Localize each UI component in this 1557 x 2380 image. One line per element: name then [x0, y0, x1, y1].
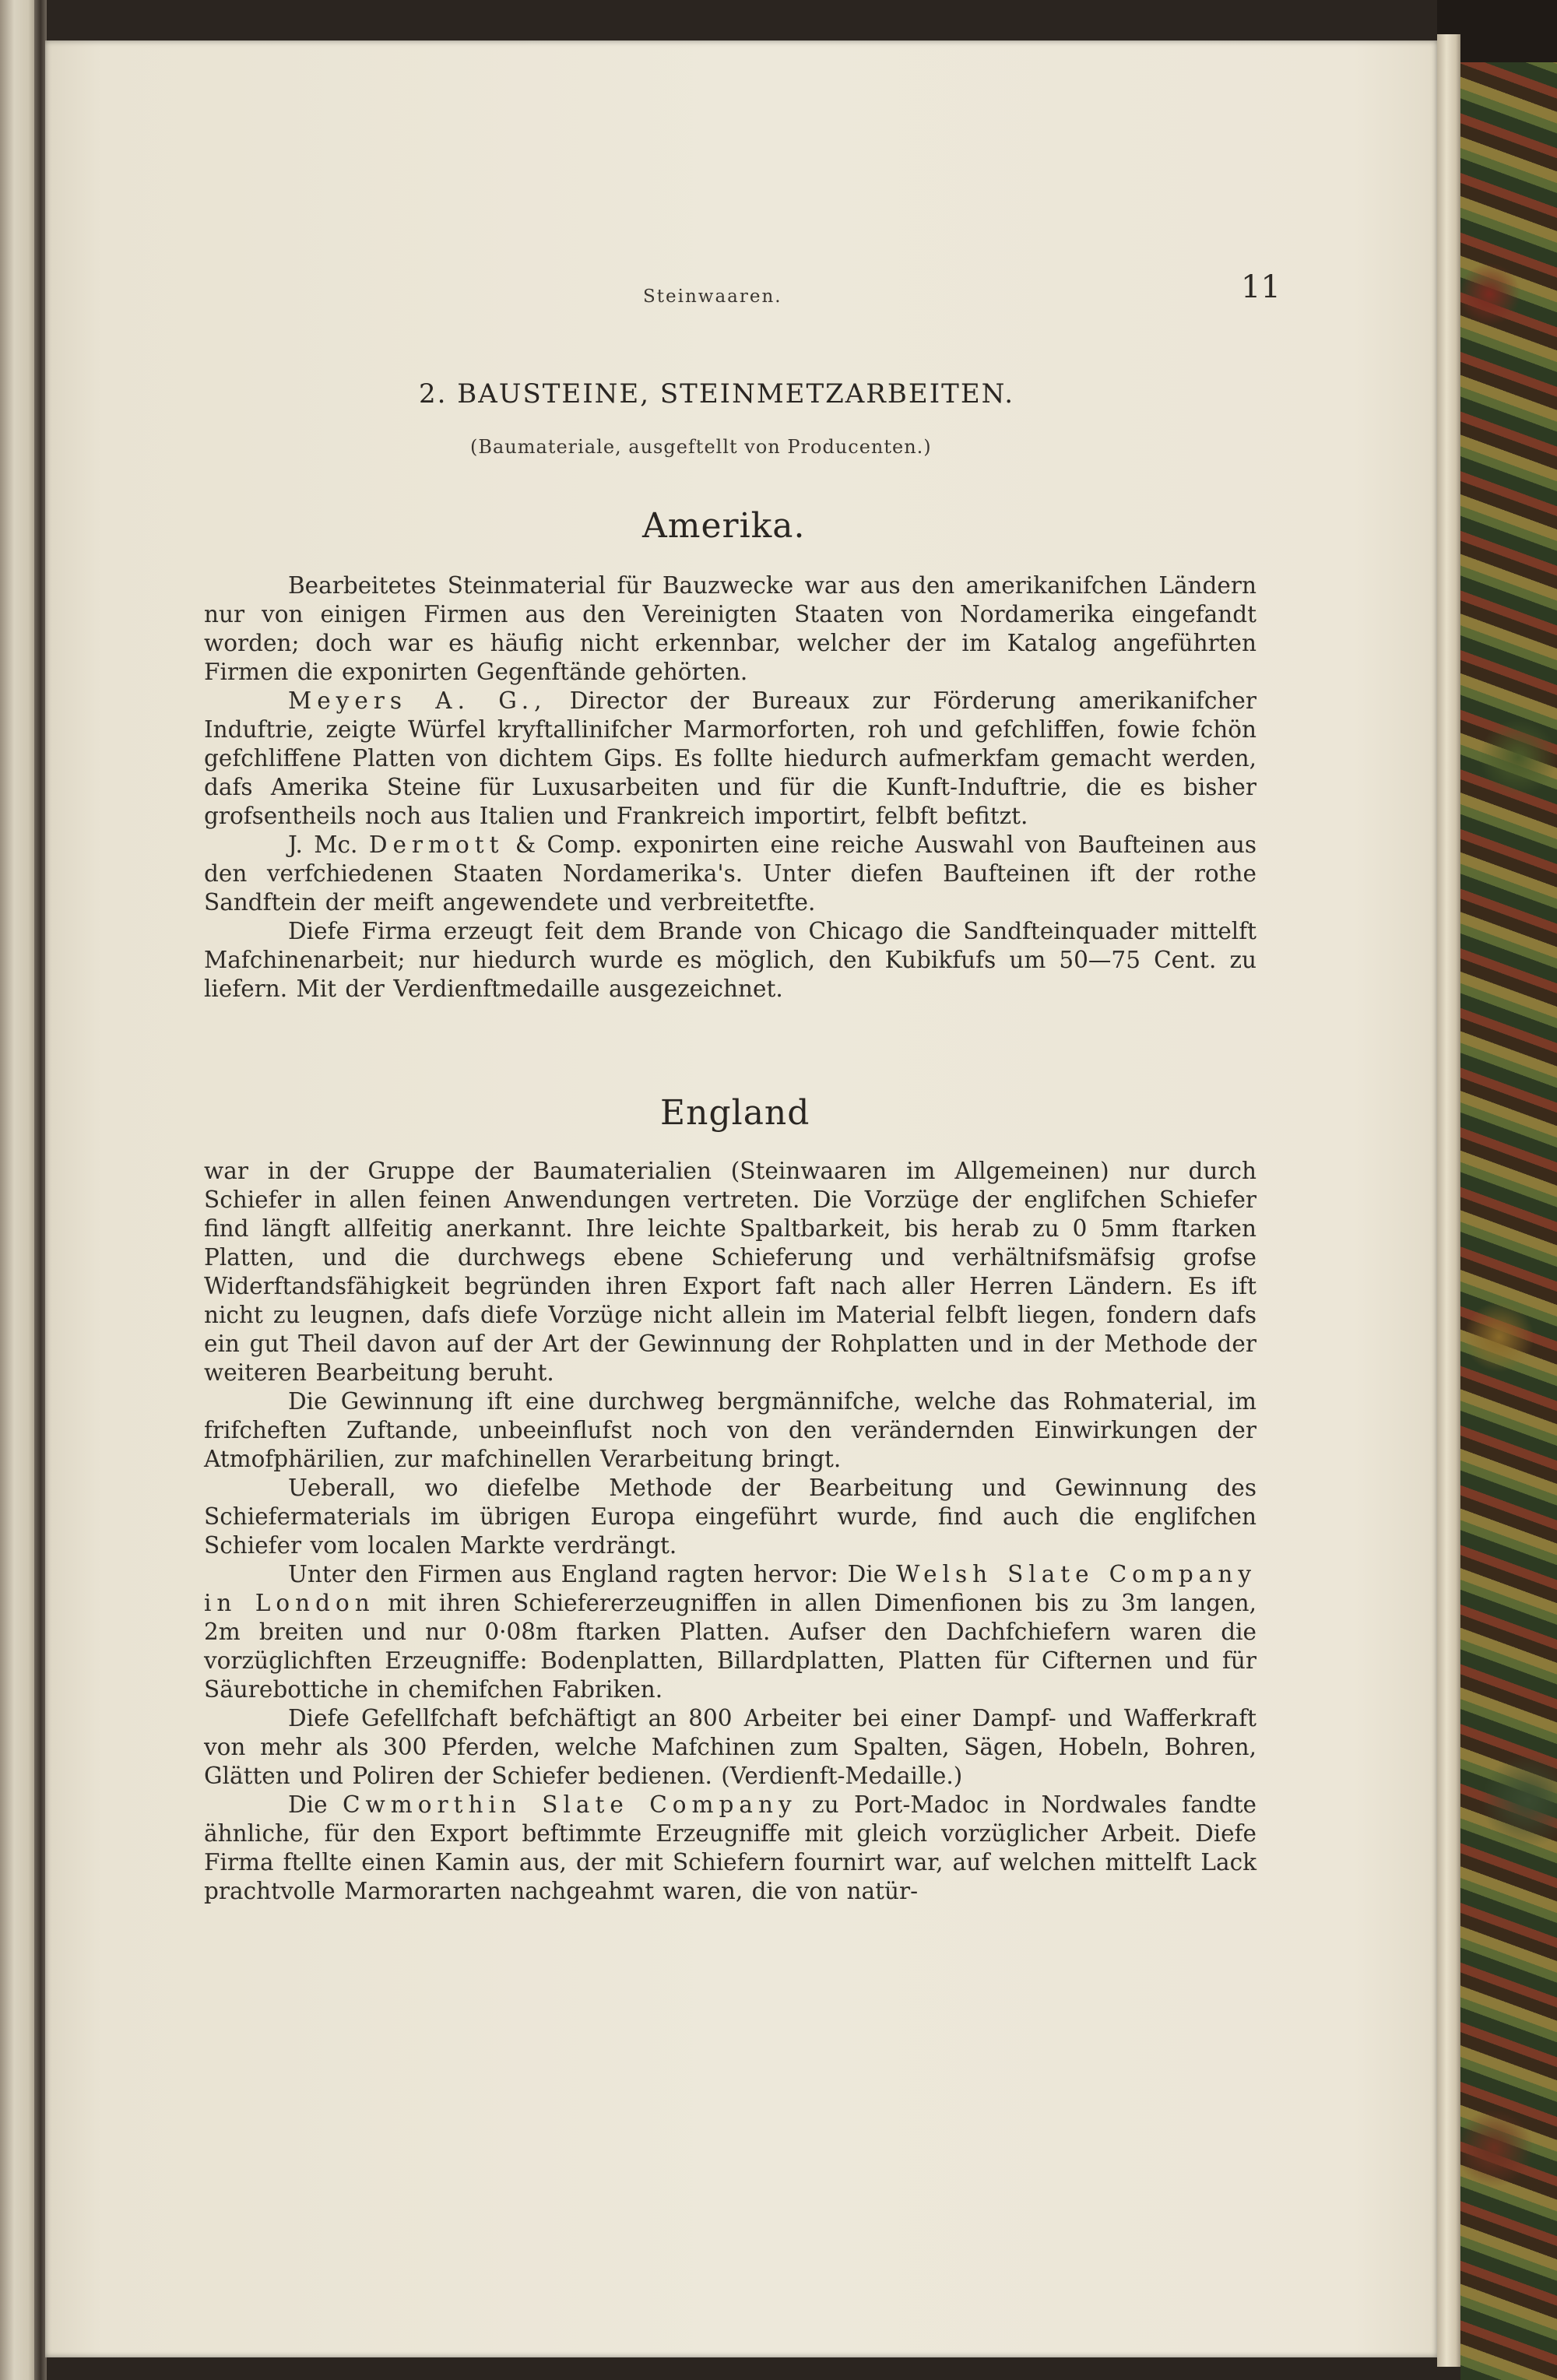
paragraph — [204, 1791, 1256, 1906]
section-title: 2. BAUSTEINE, STEINMETZARBEITEN. — [419, 378, 1015, 410]
company-name-prefix: J. Mc. — [288, 831, 369, 858]
paragraph — [204, 687, 1256, 831]
company-name: Cwmorthin Slate Company — [342, 1791, 797, 1818]
paragraph — [204, 831, 1256, 917]
paragraph: Bearbeitetes Steinmaterial für Bauzwecke war aus den amerikanifchen Ländern nur von einigen Firmen aus den Vereinigten Staaten von Nordamerika eingefandt worden; doch war es häufig nicht erkennbar, welcher der im Katalog angeführten Firmen die exponirten Gegenftände gehörten. — [204, 572, 1256, 685]
page-number: 11 — [1241, 269, 1281, 305]
paragraph-text: mit ihren Schiefererzeugniffen in allen Dimenfionen bis zu 3m langen, 2m breiten und nur 0·08m ftarken Platten. Aufser den Dachfchiefern waren die vorzüglichften Erzeugniffe: Bodenplatten, Billardplatten, Platten für Cifternen und für Säurebottiche in chemifchen Fabriken. — [204, 1590, 1256, 1703]
running-head: Steinwaaren. — [643, 287, 782, 307]
company-name: Dermott — [368, 831, 504, 858]
company-name: Welsh Slate Company in London — [204, 1561, 1257, 1616]
england-text — [204, 1157, 1256, 1906]
page-stack-edge — [1437, 34, 1460, 2367]
paragraph-text: & Comp. exponirten eine reiche Auswahl von Baufteinen aus den verfchiedenen Staaten Nordamerika's. Unter diefen Baufteinen ift der rothe Sandftein der meift angewendete und verbreitetfte. — [204, 831, 1256, 916]
paragraph-text: Director der Bureaux zur Förderung amerikanifcher Induftrie, zeigte Würfel kryftallinifcher Marmorforten, roh und gefchliffen, fowie fchön gefchliffene Platten von dichtem Gips. Es follte hiedurch aufmerkfam gemacht werden, dafs Amerika Steine für Luxusarbeiten und für die Kunft-Induftrie, die es bisher grofsentheils noch aus Italien und Frankreich importirt, felbft befitzt. — [204, 687, 1256, 829]
amerika-text — [204, 571, 1256, 1004]
paragraph: Diefe Gefellfchaft befchäftigt an 800 Arbeiter bei einer Dampf- und Wafferkraft von mehr als 300 Pferden, welche Mafchinen zum Spalten, Sägen, Hobeln, Bohren, Glätten und Poliren der Schiefer bedienen. (Verdienft-Medaille.) — [204, 1705, 1256, 1789]
heading-england: England — [660, 1093, 810, 1133]
paragraph: Ueberall, wo diefelbe Methode der Bearbeitung und Gewinnung des Schiefermaterials im übrigen Europa eingeführt wurde, find auch die englifchen Schiefer vom localen Markte verdrängt. — [204, 1475, 1256, 1559]
marbled-book-cover — [1460, 62, 1557, 2380]
paragraph-text: zu Port-Madoc in Nordwales fandte ähnliche, für den Export beftimmte Erzeugniffe mit gleich vorzüglicher Arbeit. Diefe Firma ftellte einen Kamin aus, der mit Schiefern fournirt war, auf welchen mittelft Lack prachtvolle Marmorarten nachgeahmt waren, die von natür- — [204, 1791, 1257, 1904]
section-subtitle: (Baumateriale, ausgeftellt von Producenten.) — [470, 436, 932, 458]
heading-amerika: Amerika. — [642, 506, 806, 546]
paragraph: Die Gewinnung ift eine durchweg bergmännifche, welche das Rohmaterial, im frifcheften Zuftande, unbeeinflufst noch von den verändernden Einwirkungen der Atmofphärilien, zur mafchinellen Verarbeitung bringt. — [204, 1388, 1256, 1472]
paragraph: war in der Gruppe der Baumaterialien (Steinwaaren im Allgemeinen) nur durch Schiefer in allen feinen Anwendungen vertreten. Die Vorzüge der englifchen Schiefer find längft allfeitig anerkannt. Ihre leichte Spaltbarkeit, bis herab zu 0 5mm ftarken Platten, und die durchwegs ebene Schieferung und verhältnifsmäfsig grofse Widerftandsfähigkeit begründen ihren Export faft nach aller Herren Ländern. Es ift nicht zu leugnen, dafs diefe Vorzüge nicht allein im Material felbft liegen, fondern dafs ein gut Theil davon auf der Art der Gewinnung der Rohplatten und in der Methode der weiteren Bearbeitung beruht. — [204, 1158, 1256, 1386]
company-name: Meyers A. G., — [288, 687, 547, 714]
paragraph-text: Die — [288, 1791, 343, 1818]
paragraph — [204, 1560, 1256, 1704]
paragraph-text: Unter den Firmen aus England ragten hervor: Die — [288, 1561, 897, 1587]
paragraph: Diefe Firma erzeugt feit dem Brande von Chicago die Sandfteinquader mittelft Mafchinenarbeit; nur hiedurch wurde es möglich, den Kubikfufs um 50—75 Cent. zu liefern. Mit der Verdienftmedaille ausgezeichnet. — [204, 918, 1256, 1002]
